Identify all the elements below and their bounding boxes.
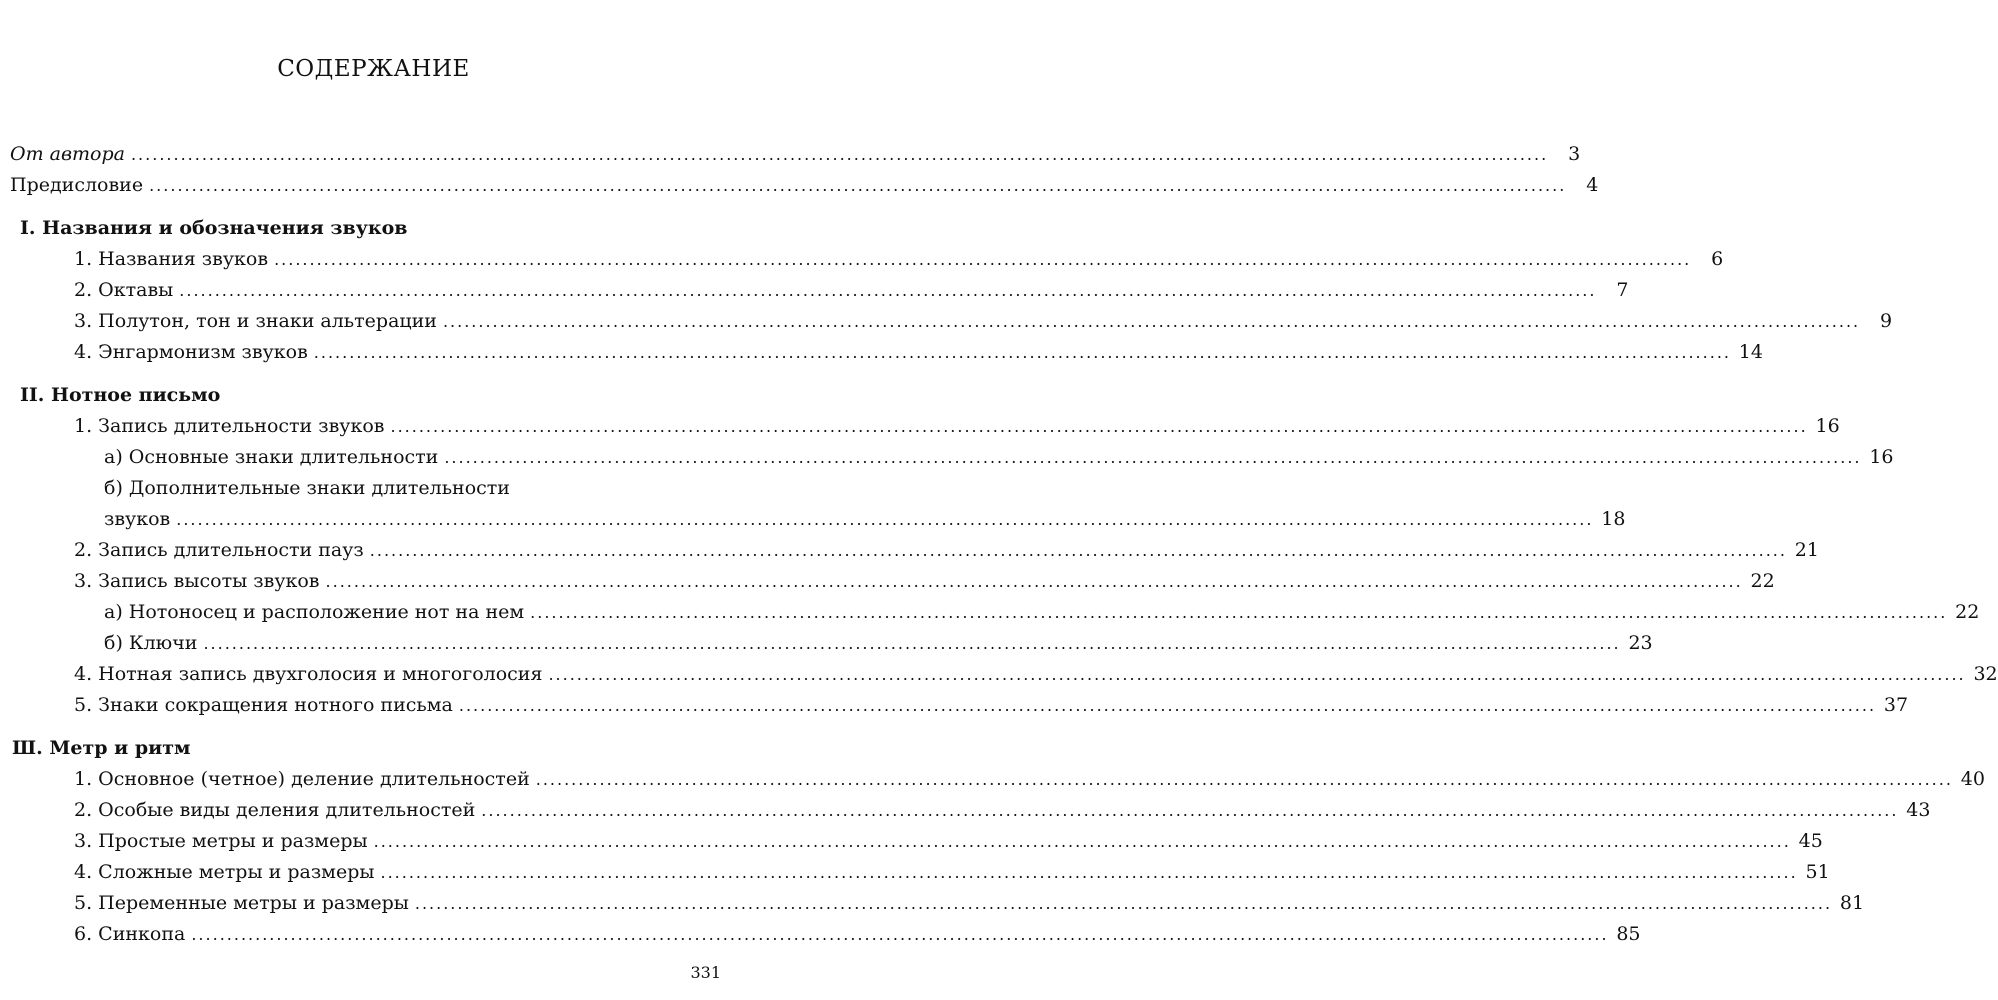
toc-entry bbox=[104, 629, 1653, 657]
toc-entry-page: 51 bbox=[1805, 861, 1830, 883]
dot-leader: ........................................................................................................................................................................................................ bbox=[373, 832, 1791, 851]
toc-entry-text: 6. Синкопа bbox=[74, 923, 186, 945]
toc-entry-page: 14 bbox=[1738, 341, 1763, 363]
toc-entry-text: 2. Октавы bbox=[74, 279, 174, 301]
toc-entry bbox=[74, 245, 1724, 273]
toc-entry-continuation: звуков bbox=[104, 508, 171, 530]
toc-entry-text: От автора bbox=[10, 143, 125, 165]
toc-entry bbox=[74, 920, 1641, 948]
toc-entry-page: 32 bbox=[1973, 663, 1998, 685]
dot-leader: ........................................................................................................................................................................................................ bbox=[274, 250, 1692, 269]
toc-entry-from-author bbox=[10, 140, 1581, 168]
toc-entry bbox=[74, 691, 1909, 719]
toc-entry bbox=[74, 858, 1830, 886]
toc-entry-page: 4 bbox=[1586, 174, 1599, 196]
toc-entry-page: 37 bbox=[1883, 694, 1909, 716]
toc-entry-text: 4. Сложные метры и размеры bbox=[74, 861, 375, 883]
dot-leader: ........................................................................................................................................................................................................ bbox=[535, 770, 1953, 789]
dot-leader: ........................................................................................................................................................................................................ bbox=[442, 312, 1861, 331]
toc-entry-page: 45 bbox=[1798, 830, 1823, 852]
toc-entry-page: 81 bbox=[1839, 892, 1865, 914]
dot-leader: ........................................................................................................................................................................................................ bbox=[530, 603, 1948, 622]
toc-entry-text: б) Дополнительные знаки длительности bbox=[104, 477, 510, 499]
toc-entry bbox=[74, 765, 1985, 793]
toc-entry bbox=[104, 443, 1894, 471]
toc-entry-page: 43 bbox=[1906, 799, 1931, 821]
toc-entry-page: 23 bbox=[1628, 632, 1653, 654]
dot-leader: ........................................................................................................................................................................................................ bbox=[179, 281, 1597, 300]
toc-entry-page: 21 bbox=[1794, 539, 1819, 561]
dot-leader: ........................................................................................................................................................................................................ bbox=[548, 665, 1966, 684]
dot-leader: ........................................................................................................................................................................................................ bbox=[458, 696, 1877, 715]
toc-entry bbox=[74, 567, 1775, 595]
toc-entry-text: 4. Нотная запись двухголосия и многоголосия bbox=[74, 663, 543, 685]
toc-entry bbox=[74, 276, 1629, 304]
toc-entry bbox=[74, 536, 1819, 564]
toc-entry-text: 5. Переменные метры и размеры bbox=[74, 892, 409, 914]
toc-entry-text: а) Основные знаки длительности bbox=[104, 446, 439, 468]
toc-entry bbox=[74, 796, 1931, 824]
toc-entry bbox=[74, 827, 1823, 855]
toc-entry-page: 85 bbox=[1616, 923, 1641, 945]
toc-entry-page: 16 bbox=[1869, 446, 1894, 468]
dot-leader: ........................................................................................................................................................................................................ bbox=[380, 863, 1798, 882]
dot-leader: ........................................................................................................................................................................................................ bbox=[130, 145, 1549, 164]
toc-entry-text: 1. Основное (четное) деление длительностей bbox=[74, 768, 530, 790]
toc-entry bbox=[74, 307, 1893, 335]
toc-entry-page: 9 bbox=[1880, 310, 1893, 332]
dot-leader: ........................................................................................................................................................................................................ bbox=[414, 894, 1833, 913]
page-title: СОДЕРЖАНИЕ bbox=[277, 56, 470, 82]
toc-entry-text: Предисловие bbox=[10, 174, 144, 196]
toc-entry-text: 2. Особые виды деления длительностей bbox=[74, 799, 476, 821]
toc-entry-page: 22 bbox=[1955, 601, 1980, 623]
toc-entry-page: 18 bbox=[1601, 508, 1626, 530]
toc-entry-text: 3. Полутон, тон и знаки альтерации bbox=[74, 310, 437, 332]
toc-entry bbox=[104, 598, 1980, 626]
toc-entry-preface bbox=[10, 171, 1599, 199]
toc-entry-text: б) Ключи bbox=[104, 632, 198, 654]
dot-leader: ........................................................................................................................................................................................................ bbox=[313, 343, 1731, 362]
toc-entry-text: а) Нотоносец и расположение нот на нем bbox=[104, 601, 525, 623]
toc-entry-page: 40 bbox=[1960, 768, 1985, 790]
dot-leader: ........................................................................................................................................................................................................ bbox=[176, 510, 1594, 529]
dot-leader: ........................................................................................................................................................................................................ bbox=[390, 417, 1808, 436]
toc-entry bbox=[74, 338, 1763, 366]
toc-entry-text: 4. Энгармонизм звуков bbox=[74, 341, 308, 363]
dot-leader: ........................................................................................................................................................................................................ bbox=[481, 801, 1899, 820]
section-heading: I. Названия и обозначения звуков bbox=[20, 217, 408, 239]
toc-entry-page: 7 bbox=[1616, 279, 1629, 301]
toc-entry bbox=[104, 505, 1626, 533]
toc-entry-text: 5. Знаки сокращения нотного письма bbox=[74, 694, 453, 716]
dot-leader: ........................................................................................................................................................................................................ bbox=[444, 448, 1862, 467]
toc-entry-page: 16 bbox=[1815, 415, 1840, 437]
toc-entry-page: 22 bbox=[1750, 570, 1775, 592]
toc-entry-text: 1. Названия звуков bbox=[74, 248, 269, 270]
toc-entry bbox=[74, 660, 1998, 688]
toc-entry bbox=[74, 412, 1840, 440]
section-heading: Ш. Метр и ритм bbox=[12, 737, 191, 759]
toc-entry-text: 2. Запись длительности пауз bbox=[74, 539, 364, 561]
dot-leader: ........................................................................................................................................................................................................ bbox=[203, 634, 1621, 653]
toc-entry-page: 6 bbox=[1711, 248, 1724, 270]
dot-leader: ........................................................................................................................................................................................................ bbox=[325, 572, 1743, 591]
dot-leader: ........................................................................................................................................................................................................ bbox=[149, 176, 1567, 195]
toc-entry bbox=[74, 889, 1865, 917]
dot-leader: ........................................................................................................................................................................................................ bbox=[191, 925, 1609, 944]
toc-entry-text: 3. Запись высоты звуков bbox=[74, 570, 320, 592]
section-heading: II. Нотное письмо bbox=[20, 384, 221, 406]
toc-entry-text: 1. Запись длительности звуков bbox=[74, 415, 385, 437]
dot-leader: ........................................................................................................................................................................................................ bbox=[369, 541, 1787, 560]
toc-entry-text: 3. Простые метры и размеры bbox=[74, 830, 368, 852]
page-number: 331 bbox=[690, 963, 721, 982]
toc-entry-page: 3 bbox=[1568, 143, 1581, 165]
